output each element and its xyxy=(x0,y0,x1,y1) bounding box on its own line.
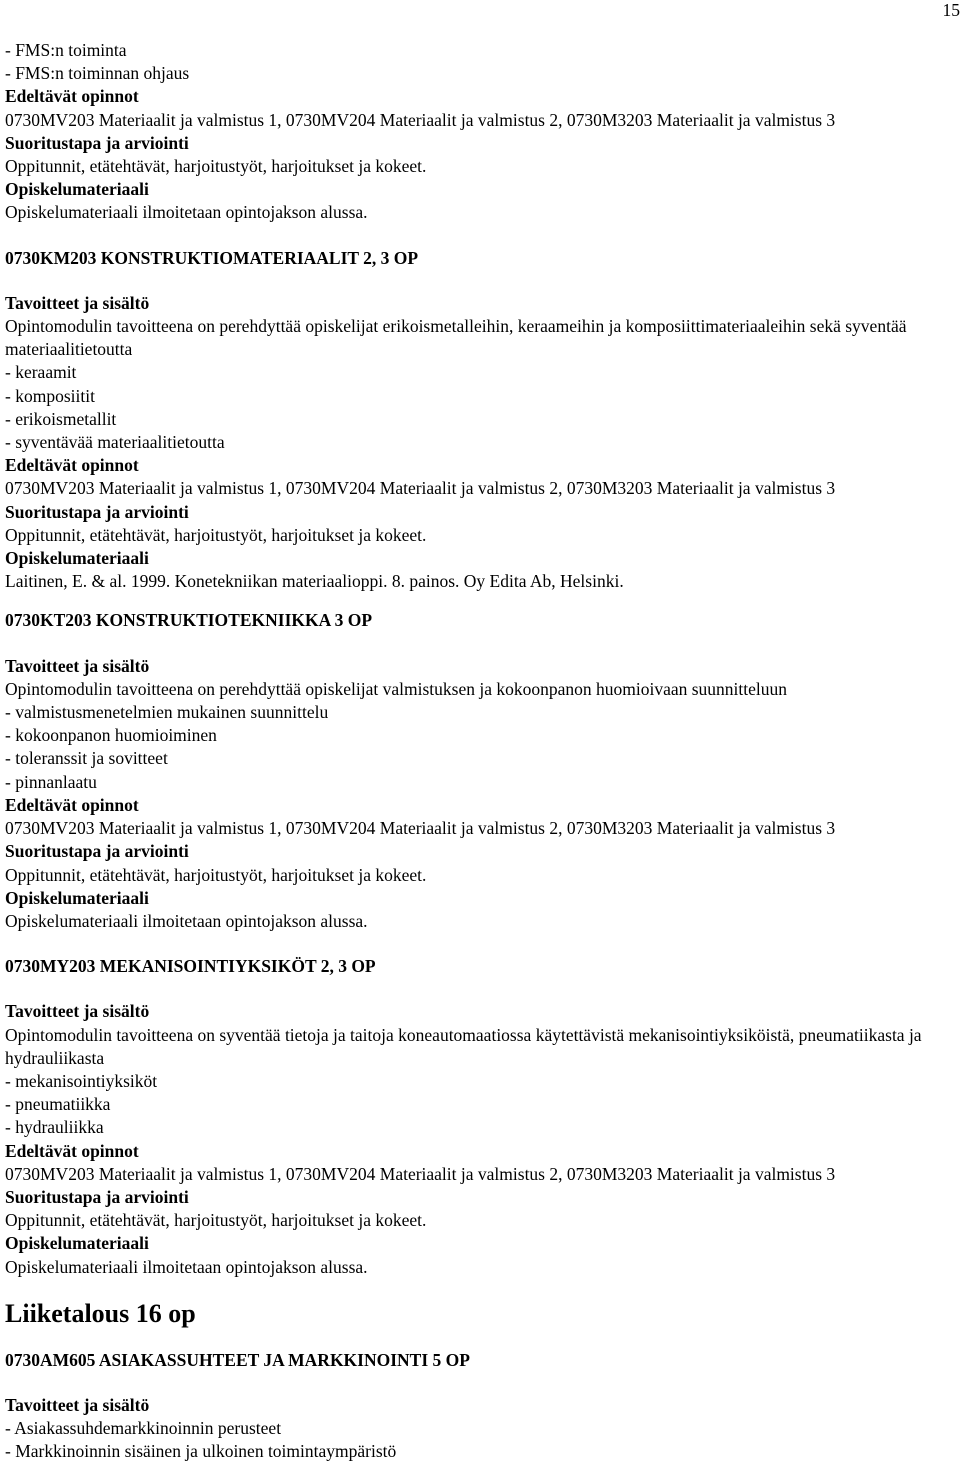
course-my203 xyxy=(5,955,960,1279)
prereq-text: 0730MV203 Materiaalit ja valmistus 1, 0730MV204 Materiaalit ja valmistus 2, 0730M3203 Materiaalit ja valmistus 3 xyxy=(5,818,836,839)
material-text: Laitinen, E. & al. 1999. Konetekniikan materiaalioppi. 8. painos. Oy Edita Ab, Helsinki. xyxy=(5,571,624,592)
course-title: 0730MY203 MEKANISOINTIYKSIKÖT 2, 3 OP xyxy=(5,956,376,977)
goals-heading: Tavoitteet ja sisältö xyxy=(5,655,150,676)
course-title: 0730AM605 ASIAKASSUHTEET JA MARKKINOINTI 5 OP xyxy=(5,1349,470,1370)
intro-block xyxy=(5,39,960,225)
material-heading: Opiskelumateriaali xyxy=(5,179,149,200)
prereq-heading: Edeltävät opinnot xyxy=(5,86,139,107)
list-item: - Markkinoinnin sisäinen ja ulkoinen toimintaympäristö xyxy=(5,1441,397,1462)
material-heading: Opiskelumateriaali xyxy=(5,548,149,569)
prereq-text: 0730MV203 Materiaalit ja valmistus 1, 0730MV204 Materiaalit ja valmistus 2, 0730M3203 Materiaalit ja valmistus 3 xyxy=(5,478,836,499)
goals-text: Opintomodulin tavoitteena on syventää tietoja ja taitoja koneautomaatiossa käytettävistä mekanisointiyksiköistä, pneumatiikasta ja hydrauliikasta xyxy=(5,1024,922,1068)
assessment-heading: Suoritustapa ja arviointi xyxy=(5,841,189,862)
material-heading: Opiskelumateriaali xyxy=(5,1233,149,1254)
assessment-heading: Suoritustapa ja arviointi xyxy=(5,501,189,522)
section-title: Liiketalous 16 op xyxy=(5,1298,196,1328)
list-item: - valmistusmenetelmien mukainen suunnittelu xyxy=(5,702,329,723)
course-km203 xyxy=(5,247,960,594)
goals-text: Opintomodulin tavoitteena on perehdyttää opiskelijat valmistuksen ja kokoonpanon huomioivaan suunnitteluun xyxy=(5,678,788,699)
course-kt203 xyxy=(5,609,960,933)
document-body xyxy=(5,39,960,1464)
assessment-heading: Suoritustapa ja arviointi xyxy=(5,1186,189,1207)
list-item: - FMS:n toiminta xyxy=(5,40,127,60)
assessment-text: Oppitunnit, etätehtävät, harjoitustyöt, harjoitukset ja kokeet. xyxy=(5,524,427,545)
prereq-heading: Edeltävät opinnot xyxy=(5,794,139,815)
assessment-text: Oppitunnit, etätehtävät, harjoitustyöt, harjoitukset ja kokeet. xyxy=(5,1210,427,1231)
course-title: 0730KM203 KONSTRUKTIOMATERIAALIT 2, 3 OP xyxy=(5,247,419,268)
goals-heading: Tavoitteet ja sisältö xyxy=(5,1001,150,1022)
assessment-text: Oppitunnit, etätehtävät, harjoitustyöt, harjoitukset ja kokeet. xyxy=(5,156,427,177)
list-item: - pneumatiikka xyxy=(5,1094,111,1115)
prereq-text: 0730MV203 Materiaalit ja valmistus 1, 0730MV204 Materiaalit ja valmistus 2, 0730M3203 Materiaalit ja valmistus 3 xyxy=(5,1163,836,1184)
page-number: 15 xyxy=(942,0,960,20)
assessment-text: Oppitunnit, etätehtävät, harjoitustyöt, harjoitukset ja kokeet. xyxy=(5,864,427,885)
material-heading: Opiskelumateriaali xyxy=(5,887,149,908)
material-text: Opiskelumateriaali ilmoitetaan opintojakson alussa. xyxy=(5,1256,368,1277)
assessment-heading: Suoritustapa ja arviointi xyxy=(5,132,189,153)
list-item: - keraamit xyxy=(5,362,77,383)
list-item: - pinnanlaatu xyxy=(5,771,97,792)
prereq-heading: Edeltävät opinnot xyxy=(5,1140,139,1161)
material-text: Opiskelumateriaali ilmoitetaan opintojakson alussa. xyxy=(5,202,368,223)
prereq-text: 0730MV203 Materiaalit ja valmistus 1, 0730MV204 Materiaalit ja valmistus 2, 0730M3203 Materiaalit ja valmistus 3 xyxy=(5,109,836,130)
list-item: - toleranssit ja sovitteet xyxy=(5,748,168,769)
list-item: - syventävää materiaalitietoutta xyxy=(5,432,225,453)
list-item: - Asiakassuhdemarkkinoinnin perusteet xyxy=(5,1418,282,1439)
course-title: 0730KT203 KONSTRUKTIOTEKNIIKKA 3 OP xyxy=(5,610,373,631)
material-text: Opiskelumateriaali ilmoitetaan opintojakson alussa. xyxy=(5,910,368,931)
list-item: - komposiitit xyxy=(5,385,95,406)
goals-heading: Tavoitteet ja sisältö xyxy=(5,292,150,313)
list-item: - hydrauliikka xyxy=(5,1117,104,1138)
goals-text: Opintomodulin tavoitteena on perehdyttää opiskelijat erikoismetalleihin, keraameihin ja komposiittimateriaaleihin sekä syventää materiaalitietoutta xyxy=(5,316,907,360)
list-item: - mekanisointiyksiköt xyxy=(5,1070,158,1091)
prereq-heading: Edeltävät opinnot xyxy=(5,455,139,476)
list-item: - kokoonpanon huomioiminen xyxy=(5,725,217,746)
list-item: - erikoismetallit xyxy=(5,408,117,429)
list-item: - FMS:n toiminnan ohjaus xyxy=(5,63,190,84)
goals-heading: Tavoitteet ja sisältö xyxy=(5,1394,150,1415)
course-am605 xyxy=(5,1349,960,1464)
